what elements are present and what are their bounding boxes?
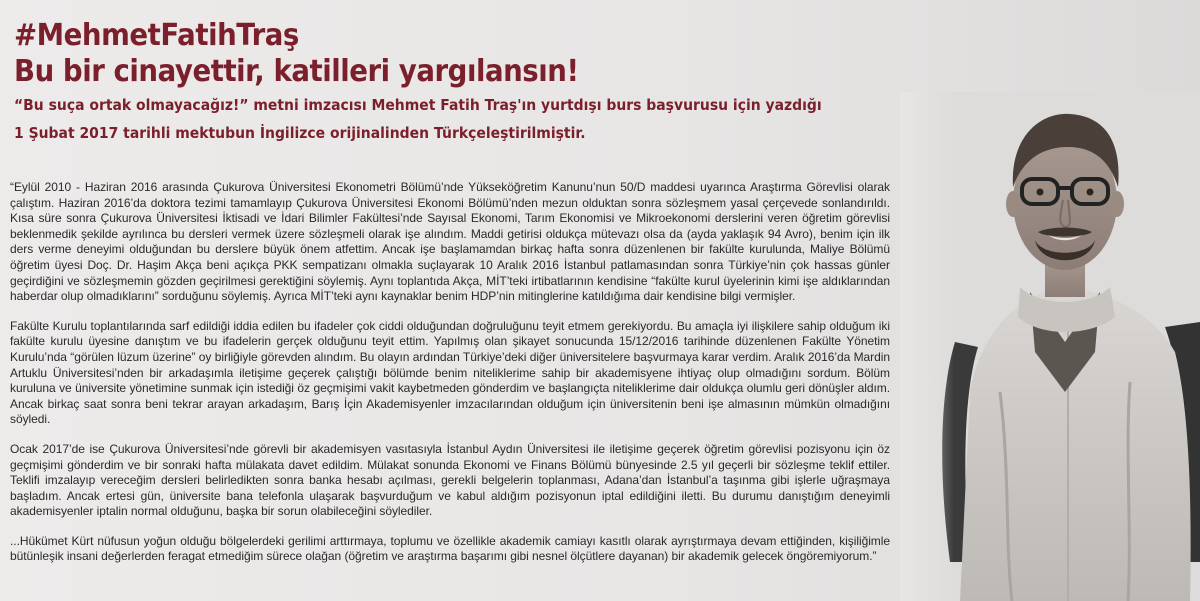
hashtag-heading: #MehmetFatihTraş (14, 18, 299, 53)
letter-paragraph-3: Ocak 2017’de ise Çukurova Üniversitesi’nde görevli bir akademisyen vasıtasıyla İstanbul Aydın Üniversitesi ile iletişime geçerek öğretim görevlisi pozisyonu için öz geçmişimi gönderdim ve bir sonraki hafta mülakata davet edildim. Mülakat sonunda Ekonomi ve Finans Bölümü bünyesinde 2.5 yıl geçerli bir sözleşme teklif ettiler. Teklifi imzalayıp vereceğim dersleri belirledikten sonra banka hesabı açılması, gerekli belgelerin toplanması, Adana’dan İstanbul’a taşınma gibi işlerle uğraşmaya başladım. Ancak ertesi gün, üniversite bana telefonla ulaşarak başvurduğum ve kabul aldığım pozisyonun iptal edildiğini iletti. Bu durumu danıştığım deneyimli akademisyenler iptalin normal olduğunu, başka bir sorun olabileceğini söylediler. (10, 441, 890, 519)
portrait-illustration (900, 92, 1200, 601)
portrait-photo (900, 92, 1200, 601)
subtitle-line-1: “Bu suça ortak olmayacağız!” metni imzacısı Mehmet Fatih Traş'ın yurtdışı burs başvurusu için yazdığı (14, 96, 822, 114)
letter-paragraph-4: ...Hükümet Kürt nüfusun yoğun olduğu bölgelerdeki gerilimi arttırmaya, toplumu ve özellikle akademik camiayı kasıtlı olarak ayrıştırmaya devam ettiğinden, kişiliğimle bütünleşik insani değerlerden feragat etmediğim sürece olağan (öğretim ve araştırma başarımı gibi nesnel ölçütlere dayanan) bir akademik gelecek öngöremiyorum.” (10, 533, 890, 564)
letter-paragraph-2: Fakülte Kurulu toplantılarında sarf edildiği iddia edilen bu ifadeler çok ciddi olduğundan doğruluğunu teyit etmem gerekiyordu. Bu amaçla iyi ilişkilere sahip olduğum iki fakülte kurulu üyesine danıştım ve bu ifadelerin gerçek olduğunu teyit ettim. Yapılmış olan şikayet sonucunda 15/12/2016 tarihinde düzenlenen Fakülte Yönetim Kurulu’nda “görülen lüzum üzerine” oy birliğiyle görevden alındım. Bu olayın ardından Türkiye’deki diğer üniversitelere başvurmaya karar verdim. Aralık 2016’da Mardin Artuklu Üniversitesi’nden bir arkadaşımla iletişime geçerek çalıştığı bölümde benim niteliklerime sahip bir akademisyene ihtiyaç olup olmadığını sordum. Bölüm kuruluna ve üniversite yönetimine sunmak için istediği öz geçmişimi vakit kaybetmeden gönderdim ve başlangıçta niteliklerime dair oldukça olumlu geri dönüşler aldım. Ancak birkaç saat sonra beni tekrar arayan arkadaşım, Barış İçin Akademisyenler imzacılarından olduğum için üniversitenin beni işe almasının mümkün olmadığını söyledi. (10, 318, 890, 427)
letter-paragraph-1: “Eylül 2010 - Haziran 2016 arasında Çukurova Üniversitesi Ekonometri Bölümü’nde Yükseköğretim Kanunu’nun 50/D maddesi uyarınca Araştırma Görevlisi olarak çalıştım. Haziran 2016’da doktora tezimi tamamlayıp Çukurova Üniversitesi Ekonomi Bölümü’nden mezun olduktan sonra sözleşmem yasal çerçevede sonlandırıldı. Kısa süre sonra Çukurova Üniversitesi İktisadi ve İdari Bilimler Fakültesi’nde Sayısal Ekonomi, Tarım Ekonomisi ve Mikroekonomi derslerini veren öğretim görevlisi beklenmedik şekilde ayrılınca bu dersleri vermek üzere sözleşmeli olarak işe alındım. Maddi getirisi oldukça mütevazı olsa da (ayda yaklaşık 94 Avro), benim için ilk ders verme deneyimi olduğundan bu derslere büyük önem atfettim. Ancak işe başlamamdan birkaç hafta sonra düzenlenen bir fakülte kurulunda, Maliye Bölümü öğretim üyesi Doç. Dr. Haşim Akça beni açıkça PKK sempatizanı olmakla suçlayarak 10 Aralık 2016 İstanbul patlamasından sonra Türkiye’nin çok hassas günler geçirdiğini ve sözleşmemin gözden geçirilmesi gerektiğini söylemiş. Aynı toplantıda Akça, MİT’teki irtibatlarının kendisine “fakülte kurul üyelerinin kimi işe aldıklarından haberdar olup olmadıklarını” sorduğunu söylemiş. Ayrıca MİT’teki aynı kaynaklar benim HDP’nin mitinglerine katıldığıma dair kendisine bilgi vermişler. (10, 180, 890, 304)
headline-block (14, 18, 894, 146)
subtitle-line-2: 1 Şubat 2017 tarihli mektubun İngilizce orijinalinden Türkçeleştirilmiştir. (14, 124, 586, 142)
main-title: Bu bir cinayettir, katilleri yargılansın! (14, 54, 579, 89)
letter-body (10, 180, 890, 565)
